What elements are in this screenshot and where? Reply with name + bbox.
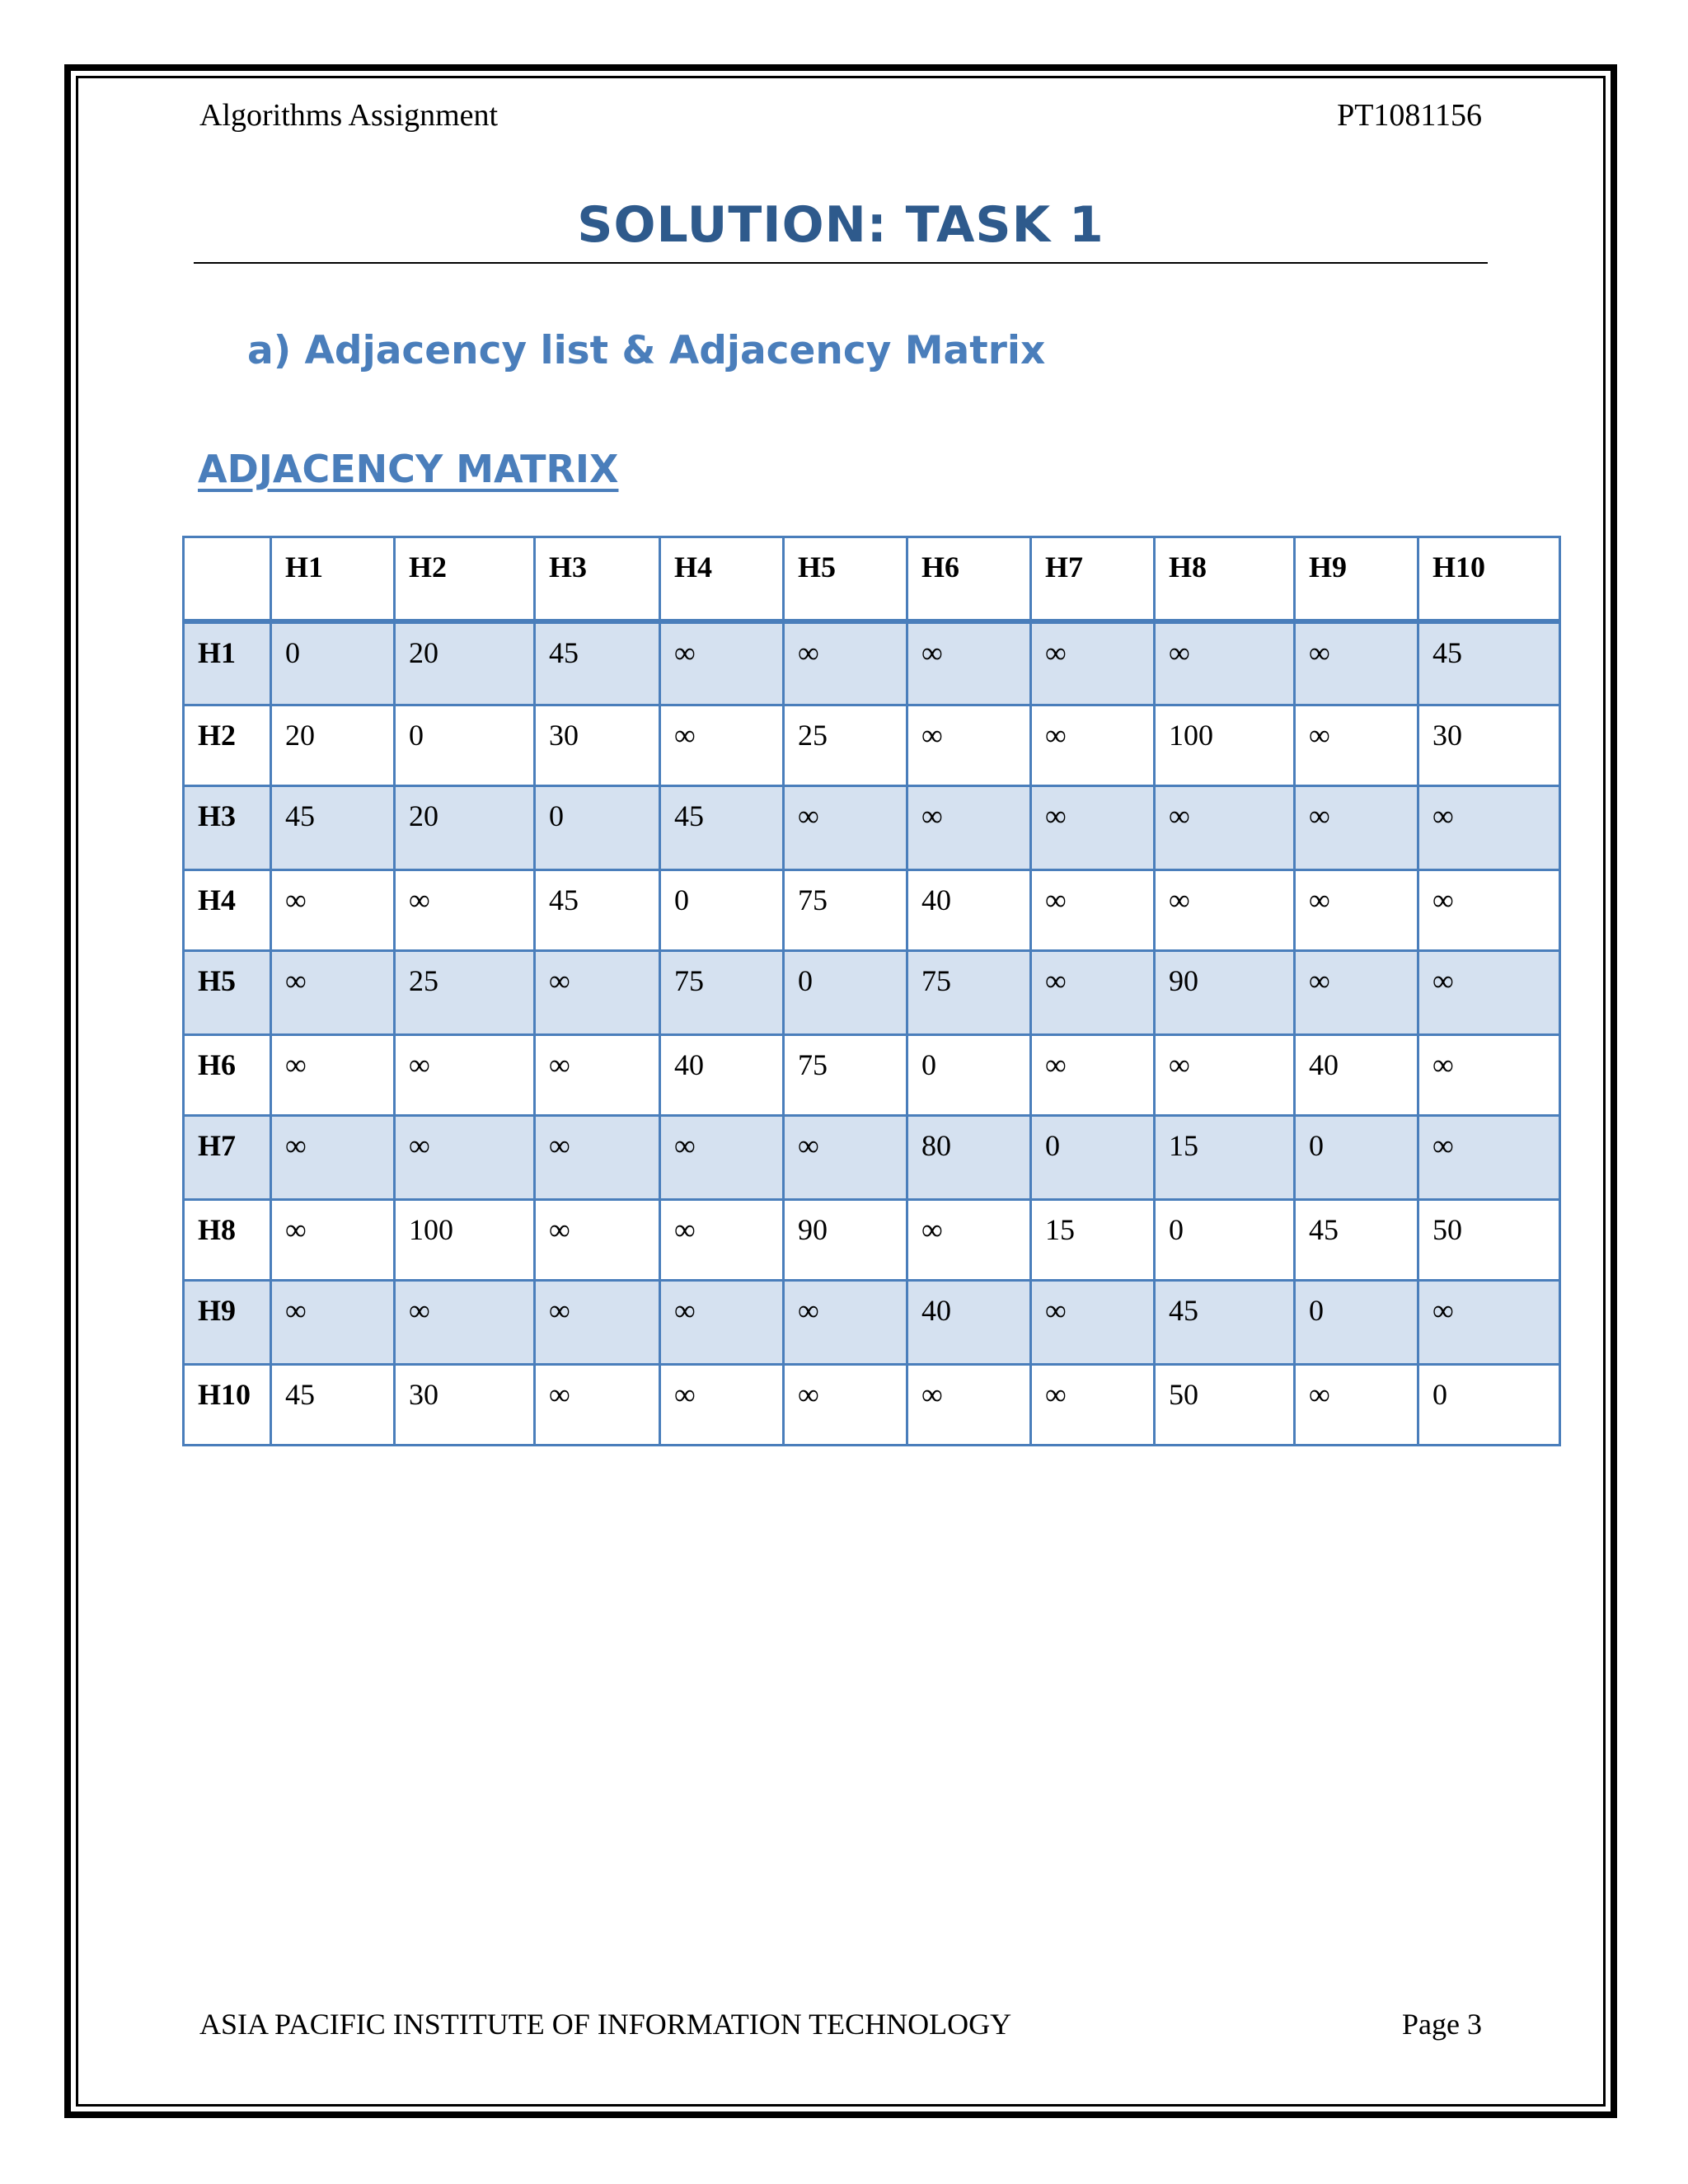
matrix-cell: ∞ bbox=[907, 705, 1031, 786]
matrix-cell: ∞ bbox=[660, 621, 784, 705]
matrix-column-header: H5 bbox=[784, 537, 907, 621]
matrix-row-header: H7 bbox=[184, 1116, 271, 1200]
matrix-row bbox=[184, 951, 1560, 1035]
matrix-cell: ∞ bbox=[1155, 870, 1295, 951]
matrix-row bbox=[184, 1035, 1560, 1116]
matrix-cell: 90 bbox=[1155, 951, 1295, 1035]
matrix-cell: 0 bbox=[1295, 1281, 1418, 1365]
matrix-row-header: H5 bbox=[184, 951, 271, 1035]
matrix-cell: 0 bbox=[1418, 1365, 1560, 1446]
matrix-cell: 45 bbox=[271, 1365, 395, 1446]
matrix-cell: 20 bbox=[395, 621, 535, 705]
matrix-corner-cell bbox=[184, 537, 271, 621]
matrix-cell: ∞ bbox=[535, 1200, 660, 1281]
section-subtitle: a) Adjacency list & Adjacency Matrix bbox=[247, 328, 1046, 373]
matrix-cell: 40 bbox=[907, 870, 1031, 951]
matrix-cell: ∞ bbox=[1418, 870, 1560, 951]
page-title: SOLUTION: TASK 1 bbox=[577, 196, 1104, 254]
matrix-row-header: H1 bbox=[184, 621, 271, 705]
matrix-row bbox=[184, 786, 1560, 870]
matrix-cell: ∞ bbox=[271, 1116, 395, 1200]
matrix-column-header: H9 bbox=[1295, 537, 1418, 621]
matrix-row bbox=[184, 1200, 1560, 1281]
matrix-cell: ∞ bbox=[907, 1200, 1031, 1281]
matrix-header-row bbox=[184, 537, 1560, 621]
matrix-cell: 40 bbox=[1295, 1035, 1418, 1116]
matrix-cell: ∞ bbox=[1295, 786, 1418, 870]
matrix-cell: ∞ bbox=[1418, 786, 1560, 870]
matrix-cell: 0 bbox=[784, 951, 907, 1035]
matrix-cell: ∞ bbox=[907, 1365, 1031, 1446]
matrix-cell: ∞ bbox=[271, 1035, 395, 1116]
matrix-column-header: H2 bbox=[395, 537, 535, 621]
matrix-cell: ∞ bbox=[1418, 1281, 1560, 1365]
matrix-cell: 45 bbox=[660, 786, 784, 870]
matrix-body bbox=[184, 621, 1560, 1446]
matrix-cell: ∞ bbox=[1155, 621, 1295, 705]
matrix-cell: ∞ bbox=[1155, 1035, 1295, 1116]
matrix-cell: 50 bbox=[1418, 1200, 1560, 1281]
adjacency-matrix-table bbox=[182, 536, 1561, 1446]
matrix-cell: ∞ bbox=[1031, 1365, 1155, 1446]
matrix-cell: ∞ bbox=[1418, 1035, 1560, 1116]
matrix-cell: ∞ bbox=[907, 621, 1031, 705]
matrix-cell: ∞ bbox=[1031, 1281, 1155, 1365]
matrix-cell: ∞ bbox=[395, 870, 535, 951]
matrix-cell: ∞ bbox=[1031, 621, 1155, 705]
matrix-cell: ∞ bbox=[1155, 786, 1295, 870]
matrix-cell: 100 bbox=[395, 1200, 535, 1281]
matrix-cell: ∞ bbox=[1031, 870, 1155, 951]
matrix-cell: 80 bbox=[907, 1116, 1031, 1200]
matrix-column-header: H4 bbox=[660, 537, 784, 621]
matrix-cell: ∞ bbox=[1031, 1035, 1155, 1116]
matrix-cell: ∞ bbox=[535, 1365, 660, 1446]
matrix-cell: ∞ bbox=[660, 705, 784, 786]
matrix-cell: ∞ bbox=[535, 1281, 660, 1365]
matrix-cell: 0 bbox=[1031, 1116, 1155, 1200]
matrix-cell: ∞ bbox=[660, 1365, 784, 1446]
matrix-cell: ∞ bbox=[907, 786, 1031, 870]
matrix-column-header: H8 bbox=[1155, 537, 1295, 621]
matrix-cell: ∞ bbox=[271, 951, 395, 1035]
matrix-cell: 0 bbox=[535, 786, 660, 870]
matrix-cell: 40 bbox=[660, 1035, 784, 1116]
matrix-row-header: H4 bbox=[184, 870, 271, 951]
matrix-cell: 75 bbox=[784, 870, 907, 951]
matrix-row-header: H10 bbox=[184, 1365, 271, 1446]
matrix-cell: ∞ bbox=[271, 1200, 395, 1281]
matrix-cell: 0 bbox=[271, 621, 395, 705]
matrix-cell: 20 bbox=[271, 705, 395, 786]
matrix-cell: ∞ bbox=[1031, 951, 1155, 1035]
matrix-cell: 15 bbox=[1031, 1200, 1155, 1281]
matrix-row-header: H9 bbox=[184, 1281, 271, 1365]
matrix-cell: ∞ bbox=[535, 1035, 660, 1116]
matrix-cell: 45 bbox=[1155, 1281, 1295, 1365]
matrix-cell: ∞ bbox=[784, 1281, 907, 1365]
matrix-cell: 0 bbox=[395, 705, 535, 786]
matrix-cell: 30 bbox=[395, 1365, 535, 1446]
matrix-column-header: H1 bbox=[271, 537, 395, 621]
matrix-row-header: H8 bbox=[184, 1200, 271, 1281]
matrix-cell: ∞ bbox=[535, 1116, 660, 1200]
page-number: Page 3 bbox=[1402, 2008, 1482, 2041]
matrix-cell: 100 bbox=[1155, 705, 1295, 786]
matrix-row bbox=[184, 1116, 1560, 1200]
matrix-cell: ∞ bbox=[1418, 1116, 1560, 1200]
matrix-cell: ∞ bbox=[1031, 705, 1155, 786]
matrix-cell: 30 bbox=[535, 705, 660, 786]
matrix-cell: ∞ bbox=[784, 786, 907, 870]
matrix-cell: ∞ bbox=[660, 1200, 784, 1281]
matrix-cell: ∞ bbox=[1295, 951, 1418, 1035]
matrix-cell: 50 bbox=[1155, 1365, 1295, 1446]
matrix-column-header: H6 bbox=[907, 537, 1031, 621]
matrix-row-header: H3 bbox=[184, 786, 271, 870]
matrix-column-header: H10 bbox=[1418, 537, 1560, 621]
matrix-cell: ∞ bbox=[535, 951, 660, 1035]
matrix-cell: ∞ bbox=[660, 1116, 784, 1200]
matrix-cell: ∞ bbox=[1295, 705, 1418, 786]
matrix-cell: ∞ bbox=[1295, 1365, 1418, 1446]
matrix-cell: 25 bbox=[395, 951, 535, 1035]
matrix-cell: 45 bbox=[1295, 1200, 1418, 1281]
matrix-cell: 40 bbox=[907, 1281, 1031, 1365]
matrix-cell: 15 bbox=[1155, 1116, 1295, 1200]
title-divider bbox=[194, 262, 1488, 264]
matrix-cell: 45 bbox=[1418, 621, 1560, 705]
footer-institute: ASIA PACIFIC INSTITUTE OF INFORMATION TECHNOLOGY bbox=[199, 2008, 1012, 2041]
matrix-cell: ∞ bbox=[784, 1365, 907, 1446]
header-left: Algorithms Assignment bbox=[199, 98, 499, 133]
matrix-cell: 45 bbox=[535, 621, 660, 705]
matrix-cell: 0 bbox=[907, 1035, 1031, 1116]
matrix-cell: 75 bbox=[660, 951, 784, 1035]
matrix-row-header: H6 bbox=[184, 1035, 271, 1116]
matrix-cell: ∞ bbox=[660, 1281, 784, 1365]
matrix-cell: 20 bbox=[395, 786, 535, 870]
matrix-cell: 0 bbox=[660, 870, 784, 951]
matrix-cell: ∞ bbox=[1418, 951, 1560, 1035]
matrix-cell: 0 bbox=[1295, 1116, 1418, 1200]
matrix-cell: 45 bbox=[271, 786, 395, 870]
matrix-cell: ∞ bbox=[271, 1281, 395, 1365]
matrix-cell: ∞ bbox=[1031, 786, 1155, 870]
matrix-row bbox=[184, 705, 1560, 786]
matrix-column-header: H7 bbox=[1031, 537, 1155, 621]
matrix-cell: 75 bbox=[784, 1035, 907, 1116]
matrix-row bbox=[184, 1365, 1560, 1446]
matrix-row bbox=[184, 1281, 1560, 1365]
matrix-cell: ∞ bbox=[395, 1035, 535, 1116]
matrix-cell: 0 bbox=[1155, 1200, 1295, 1281]
section-heading: ADJACENCY MATRIX bbox=[198, 447, 619, 491]
matrix-cell: 75 bbox=[907, 951, 1031, 1035]
matrix-cell: ∞ bbox=[271, 870, 395, 951]
matrix-cell: ∞ bbox=[784, 621, 907, 705]
header-right: PT1081156 bbox=[1337, 98, 1482, 133]
matrix-cell: ∞ bbox=[395, 1116, 535, 1200]
matrix-cell: ∞ bbox=[395, 1281, 535, 1365]
matrix-column-header: H3 bbox=[535, 537, 660, 621]
matrix-cell: ∞ bbox=[1295, 621, 1418, 705]
matrix-cell: 45 bbox=[535, 870, 660, 951]
matrix-cell: 90 bbox=[784, 1200, 907, 1281]
matrix-cell: ∞ bbox=[784, 1116, 907, 1200]
matrix-cell: 30 bbox=[1418, 705, 1560, 786]
matrix-row-header: H2 bbox=[184, 705, 271, 786]
matrix-row bbox=[184, 870, 1560, 951]
matrix-cell: ∞ bbox=[1295, 870, 1418, 951]
matrix-row bbox=[184, 621, 1560, 705]
matrix-cell: 25 bbox=[784, 705, 907, 786]
